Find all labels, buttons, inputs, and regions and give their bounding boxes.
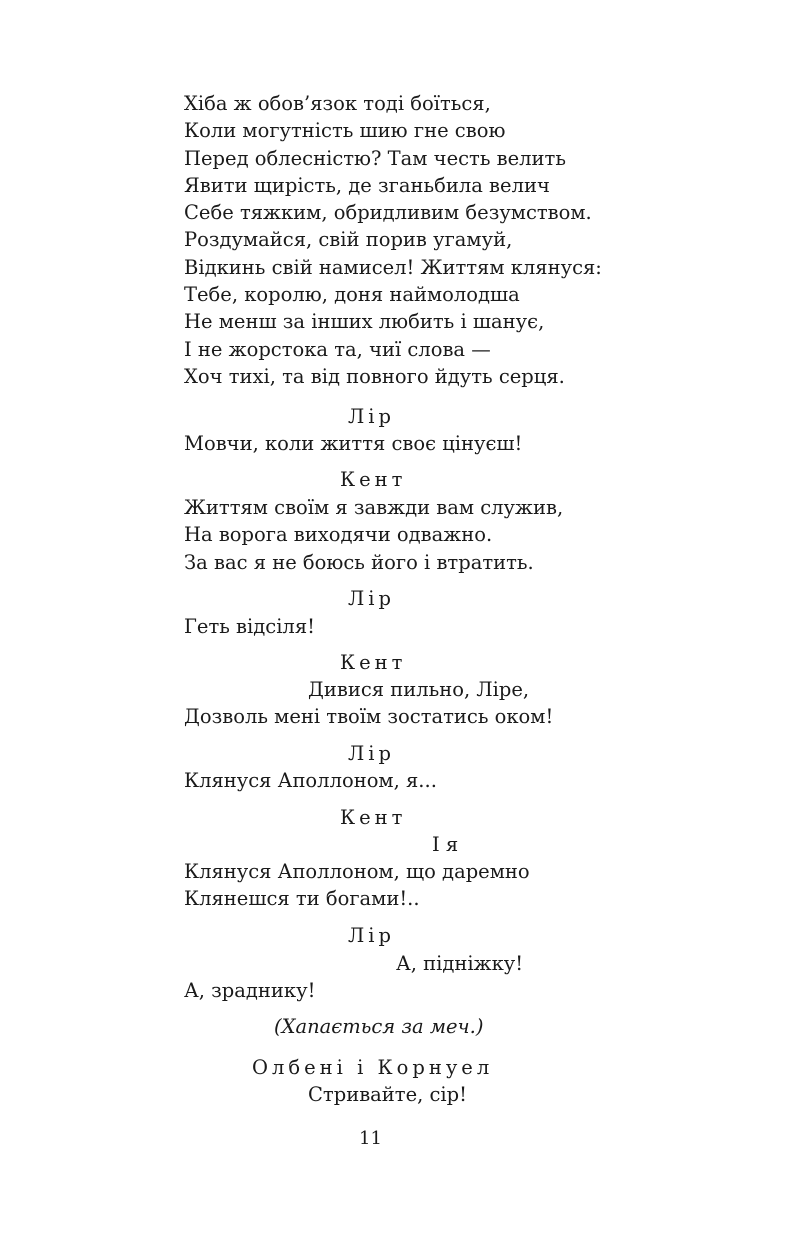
verse-line: А, зраднику! [184,979,316,1002]
verse-line: І не жорстока та, чиї слова — [184,337,491,361]
verse-line: Геть відсіля! [184,615,315,638]
speaker-kent: Кент [340,651,407,674]
verse-line: А, підніжку! [396,952,524,975]
verse-line: Хоч тихі, та від повного йдуть серця. [184,364,565,388]
verse-line: За вас я не боюсь його і втратить. [184,550,534,574]
verse-line: Роздумайся, свій порив угамуй, [184,228,513,252]
verse-line: Клянуся Аполлоном, що даремно [184,860,530,883]
page-number: 11 [359,1128,382,1149]
verse-line: Мовчи, коли життя своє цінуєш! [184,432,523,455]
kent-speech [184,858,704,913]
verse-line: Перед облесністю? Там честь велить [184,146,566,170]
verse-line: Дозволь мені твоїм зостатись оком! [184,705,554,728]
verse-line: Стривайте, сір! [308,1083,467,1106]
stage-direction: (Хапається за меч.) [274,1015,484,1038]
speaker-lear: Лір [348,587,395,610]
verse-line: І я [432,833,459,856]
speaker-lear: Лір [348,924,395,947]
verse-line: Дивися пильно, Ліре, [308,678,530,701]
speaker-albany-cornwall: Олбені і Корнуел [252,1056,494,1079]
kent-speech [184,494,704,576]
verse-line: Себе тяжким, обридливим безумством. [184,201,592,225]
verse-line: Не менш за інших любить і шанує, [184,310,545,334]
speaker-lear: Лір [348,405,395,428]
verse-line: Відкинь свій намисел! Життям клянуся: [184,255,602,279]
verse-line: Життям своїм я завжди вам служив, [184,496,564,519]
verse-line: Коли могутність шию гне свою [184,119,506,143]
opening-speech [184,90,704,390]
speaker-lear: Лір [348,742,395,765]
speaker-kent: Кент [340,468,407,491]
verse-line: Тебе, королю, доня наймолодша [184,283,520,307]
verse-line: Клянуся Аполлоном, я... [184,769,437,792]
speaker-kent: Кент [340,806,407,829]
verse-line: Клянешся ти богами!.. [184,887,420,911]
verse-line: Хіба ж обов’язок тоді боїться, [184,92,491,115]
verse-line: Явити щирість, де зганьбила велич [184,173,550,197]
verse-line: На ворога виходячи одважно. [184,523,493,547]
